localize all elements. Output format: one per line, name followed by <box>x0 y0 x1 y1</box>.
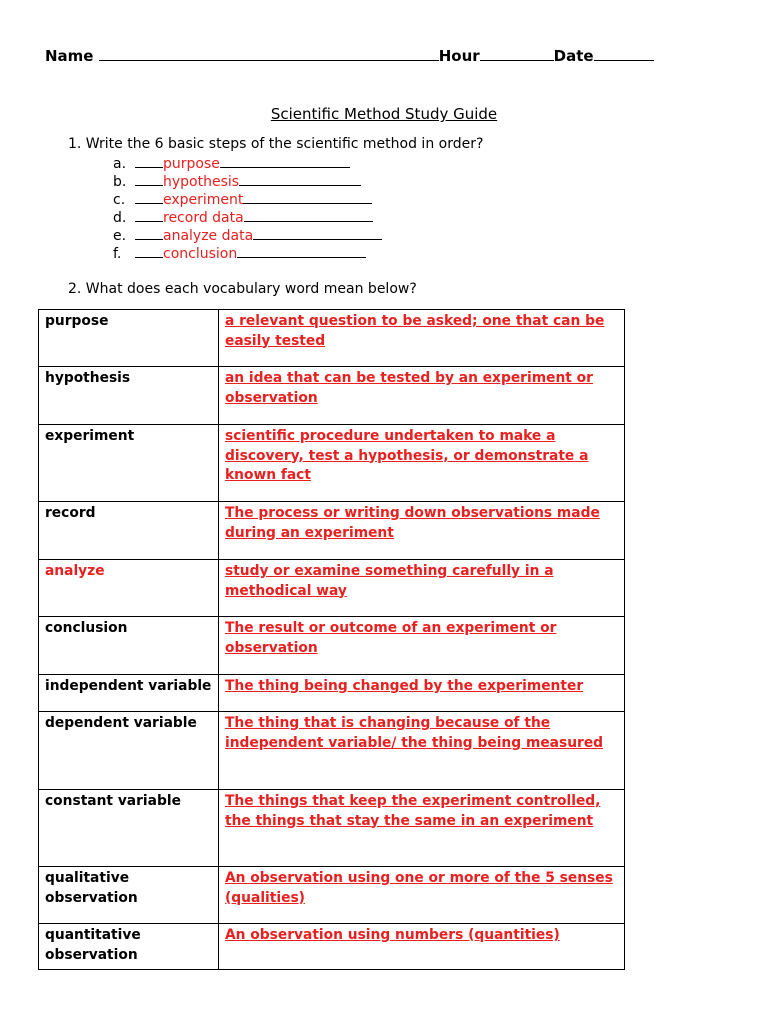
term-cell: record <box>39 502 219 560</box>
step-answer: conclusion <box>163 246 238 262</box>
date-blank[interactable] <box>594 46 654 61</box>
vocabulary-table <box>38 309 625 970</box>
name-label: Name <box>45 47 94 65</box>
definition-cell: The thing being changed by the experimenter <box>219 675 625 712</box>
table-row <box>39 560 625 617</box>
term-cell: constant variable <box>39 790 219 867</box>
answer-blank <box>135 208 163 222</box>
term-cell: quantitative observation <box>39 924 219 970</box>
list-item <box>113 226 382 244</box>
steps-list <box>113 154 382 262</box>
definition-cell: The process or writing down observations made during an experiment <box>219 502 625 560</box>
hour-blank[interactable] <box>480 46 554 61</box>
answer-blank <box>239 172 361 186</box>
step-answer: purpose <box>163 156 220 172</box>
list-item <box>113 154 382 172</box>
table-row <box>39 425 625 502</box>
step-answer: analyze data <box>163 228 254 244</box>
step-letter: d. <box>113 210 127 226</box>
name-blank[interactable] <box>99 46 439 61</box>
step-letter: e. <box>113 228 127 244</box>
hour-label: Hour <box>438 47 480 65</box>
definition-cell: An observation using numbers (quantities) <box>219 924 625 970</box>
list-item <box>113 208 382 226</box>
term-cell: purpose <box>39 310 219 367</box>
definition-cell: scientific procedure undertaken to make a discovery, test a hypothesis, or demonstrate a known fact <box>219 425 625 502</box>
definition-cell: an idea that can be tested by an experiment or observation <box>219 367 625 425</box>
step-letter: b. <box>113 174 127 190</box>
table-row <box>39 712 625 790</box>
answer-blank <box>253 226 382 240</box>
list-item <box>113 190 382 208</box>
table-row <box>39 867 625 924</box>
list-item <box>113 244 382 262</box>
definition-cell: a relevant question to be asked; one that can be easily tested <box>219 310 625 367</box>
answer-blank <box>243 190 372 204</box>
table-row <box>39 675 625 712</box>
step-answer: hypothesis <box>163 174 240 190</box>
step-letter: a. <box>113 156 127 172</box>
step-letter: c. <box>113 192 126 208</box>
table-row <box>39 790 625 867</box>
answer-blank <box>135 190 163 204</box>
question-1: 1. Write the 6 basic steps of the scientific method in order? <box>68 136 484 152</box>
page-title: Scientific Method Study Guide <box>270 105 498 123</box>
definition-cell: The things that keep the experiment controlled, the things that stay the same in an experiment <box>219 790 625 867</box>
term-cell: hypothesis <box>39 367 219 425</box>
term-cell: independent variable <box>39 675 219 712</box>
question-2: 2. What does each vocabulary word mean below? <box>68 281 417 297</box>
answer-blank <box>237 244 366 258</box>
list-item <box>113 172 382 190</box>
answer-blank <box>135 172 163 186</box>
student-info-line <box>45 46 654 65</box>
date-label: Date <box>553 47 594 65</box>
answer-blank <box>220 154 350 168</box>
table-row <box>39 924 625 970</box>
step-answer: experiment <box>163 192 244 208</box>
term-cell: qualitative observation <box>39 867 219 924</box>
table-row <box>39 310 625 367</box>
step-answer: record data <box>163 210 244 226</box>
step-letter: f. <box>113 246 122 262</box>
term-cell: dependent variable <box>39 712 219 790</box>
term-cell: analyze <box>39 560 219 617</box>
answer-blank <box>135 154 163 168</box>
definition-cell: study or examine something carefully in a methodical way <box>219 560 625 617</box>
answer-blank <box>135 226 163 240</box>
definition-cell: The result or outcome of an experiment or observation <box>219 617 625 675</box>
term-cell: experiment <box>39 425 219 502</box>
table-row <box>39 617 625 675</box>
answer-blank <box>135 244 163 258</box>
table-row <box>39 367 625 425</box>
answer-blank <box>244 208 373 222</box>
term-cell: conclusion <box>39 617 219 675</box>
definition-cell: The thing that is changing because of the independent variable/ the thing being measured <box>219 712 625 790</box>
definition-cell: An observation using one or more of the 5 senses (qualities) <box>219 867 625 924</box>
table-row <box>39 502 625 560</box>
